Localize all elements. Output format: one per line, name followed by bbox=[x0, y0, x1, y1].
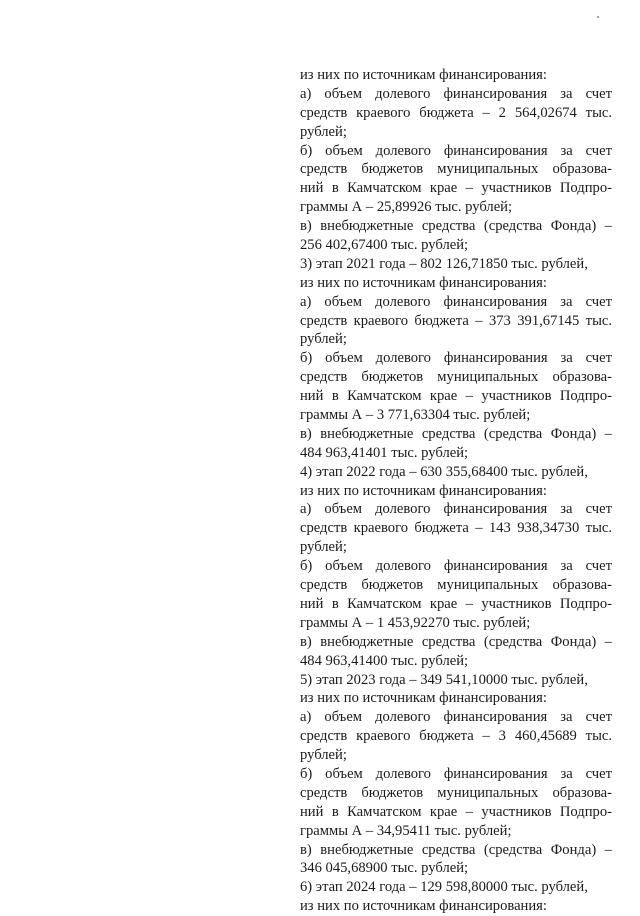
document-line: рублей; bbox=[300, 123, 347, 140]
document-line: рублей; bbox=[300, 539, 347, 556]
document-line: средств краевого бюджета – 373 391,67145 тыс. bbox=[300, 312, 612, 329]
document-line: граммы А – 1 453,92270 тыс. рублей; bbox=[300, 614, 531, 631]
document-line: средств бюджетов муниципальных образова- bbox=[300, 369, 612, 386]
document-line: б) объем долевого финансирования за счет bbox=[300, 558, 612, 575]
document-line: рублей; bbox=[300, 747, 347, 764]
document-line: б) объем долевого финансирования за счет bbox=[300, 765, 612, 782]
document-line: из них по источникам финансирования: bbox=[300, 482, 547, 499]
document-line: из них по источникам финансирования: bbox=[300, 67, 547, 83]
document-line: граммы А – 34,95411 тыс. рублей; bbox=[300, 822, 512, 839]
document-line: 6) этап 2024 года – 129 598,80000 тыс. рублей, bbox=[300, 879, 588, 896]
document-line: средств краевого бюджета – 2 564,02674 тыс. bbox=[300, 104, 612, 121]
document-line: 3) этап 2021 года – 802 126,71850 тыс. рублей, bbox=[300, 255, 588, 272]
document-line: средств краевого бюджета – 3 460,45689 тыс. bbox=[300, 728, 612, 745]
document-line: а) объем долевого финансирования за счет bbox=[300, 85, 612, 102]
document-line: граммы А – 3 771,63304 тыс. рублей; bbox=[300, 407, 531, 424]
document-line: средств бюджетов муниципальных образова- bbox=[300, 161, 612, 178]
document-line: ний в Камчатском крае – участников Подпро- bbox=[300, 388, 612, 405]
document-line: граммы А – 25,89926 тыс. рублей; bbox=[300, 199, 513, 216]
document-text-column bbox=[300, 66, 612, 916]
document-line: рублей; bbox=[300, 331, 347, 348]
document-line: 5) этап 2023 года – 349 541,10000 тыс. рублей, bbox=[300, 671, 588, 688]
document-line: в) внебюджетные средства (средства Фонда) – bbox=[300, 425, 612, 442]
document-line: а) объем долевого финансирования за счет bbox=[300, 293, 612, 310]
document-line: в) внебюджетные средства (средства Фонда) – bbox=[300, 841, 612, 858]
document-line: средств бюджетов муниципальных образова- bbox=[300, 577, 612, 594]
document-line: а) объем долевого финансирования за счет bbox=[300, 709, 612, 726]
document-line: из них по источникам финансирования: bbox=[300, 690, 547, 707]
document-line: 346 045,68900 тыс. рублей; bbox=[300, 860, 469, 877]
document-line: из них по источникам финансирования: bbox=[300, 898, 547, 915]
scan-speck bbox=[597, 16, 599, 18]
document-line: б) объем долевого финансирования за счет bbox=[300, 350, 612, 367]
document-line: ний в Камчатском крае – участников Подпро- bbox=[300, 803, 612, 820]
document-line: ний в Камчатском крае – участников Подпро- bbox=[300, 180, 612, 197]
document-line: из них по источникам финансирования: bbox=[300, 274, 547, 291]
document-line: средств краевого бюджета – 143 938,34730 тыс. bbox=[300, 520, 612, 537]
document-line: 4) этап 2022 года – 630 355,68400 тыс. рублей, bbox=[300, 463, 588, 480]
document-line: в) внебюджетные средства (средства Фонда) – bbox=[300, 633, 612, 650]
document-line: 484 963,41401 тыс. рублей; bbox=[300, 444, 469, 461]
document-line: 256 402,67400 тыс. рублей; bbox=[300, 237, 469, 254]
document-line: в) внебюджетные средства (средства Фонда) – bbox=[300, 218, 612, 235]
document-line: 484 963,41400 тыс. рублей; bbox=[300, 652, 469, 669]
document-line: б) объем долевого финансирования за счет bbox=[300, 142, 612, 159]
document-line: а) объем долевого финансирования за счет bbox=[300, 501, 612, 518]
document-line: ний в Камчатском крае – участников Подпро- bbox=[300, 595, 612, 612]
document-line: средств бюджетов муниципальных образова- bbox=[300, 784, 612, 801]
